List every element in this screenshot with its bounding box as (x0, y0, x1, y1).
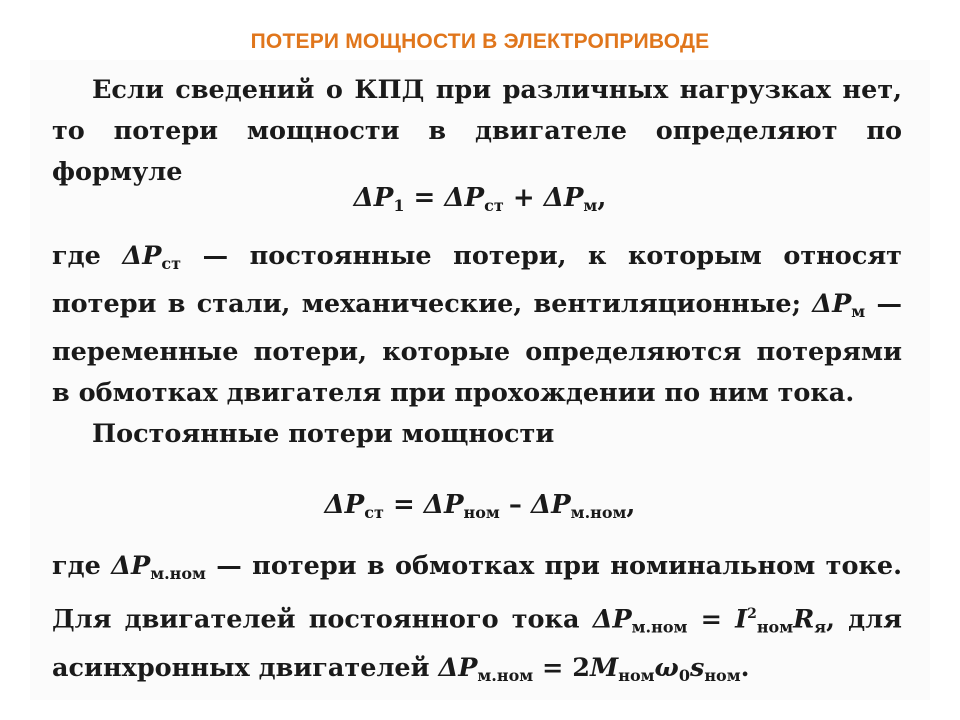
formula2-term1: ΔP (423, 490, 464, 520)
explanation-paragraph-2 (52, 546, 902, 696)
explain2-symbol-a-sub: м.ном (150, 564, 206, 583)
formula2-lhs-sub: ст (364, 503, 384, 522)
formula1-lhs-sub: 1 (393, 196, 405, 215)
explain2-symbol-r-sub: я (814, 617, 827, 637)
explain1-mid: — постоянные потери, к которым относят потери в стали, механические, вентиляционные; (52, 241, 902, 319)
intro-text: Если сведений о КПД при различных нагрузках нет, то потери мощности в двигателе определяют по формуле (52, 75, 902, 187)
explain2-symbol-r: R (793, 604, 815, 635)
explain2-symbol-omega: ω (654, 652, 679, 683)
formula2-lhs: ΔP (324, 490, 365, 520)
explain1-symbol-a-sub: ст (161, 254, 182, 273)
explain2-symbol-s-sub: ном (704, 665, 741, 685)
formula1-term2-sub: м (583, 196, 598, 215)
explain2-symbol-m-sub: ном (618, 665, 655, 685)
explain2-symbol-s: s (689, 652, 705, 683)
explain2-symbol-c-sub: м.ном (477, 665, 534, 685)
formula2-end: , (626, 490, 636, 520)
formula1-operator: + (512, 183, 535, 213)
explain1-end: — переменные потери, которые определяются потерями в обмотках двигателя при прохождении по ним тока. (52, 289, 902, 408)
explain2-symbol-c: ΔP (438, 652, 478, 683)
explain2-symbol-a: ΔP (111, 551, 151, 581)
explain2-end: . (740, 652, 750, 683)
explain2-symbol-m: M (590, 652, 619, 683)
slide-title: ПОТЕРИ МОЩНОСТИ В ЭЛЕКТРОПРИВОДЕ (250, 30, 710, 53)
explain1-start: где (52, 241, 123, 271)
explain2-eq2: = 2 (533, 652, 591, 683)
explain2-symbol-i: I (735, 604, 748, 635)
formula1-term2: ΔP (543, 183, 584, 213)
intro-paragraph (52, 70, 902, 193)
explain2-symbol-i-sup: 2 (747, 606, 757, 622)
explain2-start: где (52, 551, 112, 581)
explain2-symbol-b-sub: м.ном (631, 617, 688, 637)
explanation-paragraph-1 (52, 236, 902, 414)
explain2-mid2: , для асинхронных двигателей (52, 604, 902, 683)
const-heading-text: Постоянные потери мощности (92, 419, 555, 449)
explain1-symbol-b-sub: м (851, 302, 866, 321)
explain1-symbol-b: ΔP (812, 289, 852, 319)
formula2-term2-sub: м.ном (570, 503, 627, 522)
explain2-mid1: — потери в обмотках при номинальном токе. Для двигателей постоянного тока (52, 551, 903, 635)
formula-total-losses: $\Delta P_1 = \Delta P_{ст} + \Delta P_м$, (353, 183, 607, 215)
formula2-term1-sub: ном (463, 503, 500, 522)
formula1-term1-sub: ст (484, 196, 504, 215)
formula2-operator: – (508, 490, 522, 520)
explain1-symbol-a: ΔP (122, 241, 162, 271)
explain2-eq1: = (687, 604, 736, 635)
formula1-lhs: ΔP (353, 183, 394, 213)
const-losses-heading (52, 414, 902, 455)
explain2-symbol-omega-sub: 0 (678, 665, 690, 685)
explain2-symbol-b: ΔP (592, 604, 632, 635)
explain2-symbol-i-sub: ном (756, 617, 794, 637)
formula2-term2: ΔP (530, 490, 571, 520)
formula1-term1: ΔP (444, 183, 485, 213)
formula-const-losses: $\Delta P_{ст} = \Delta P_{ном} - \Delta P_{м.ном}$, (324, 490, 636, 522)
formula1-end: , (597, 183, 607, 213)
